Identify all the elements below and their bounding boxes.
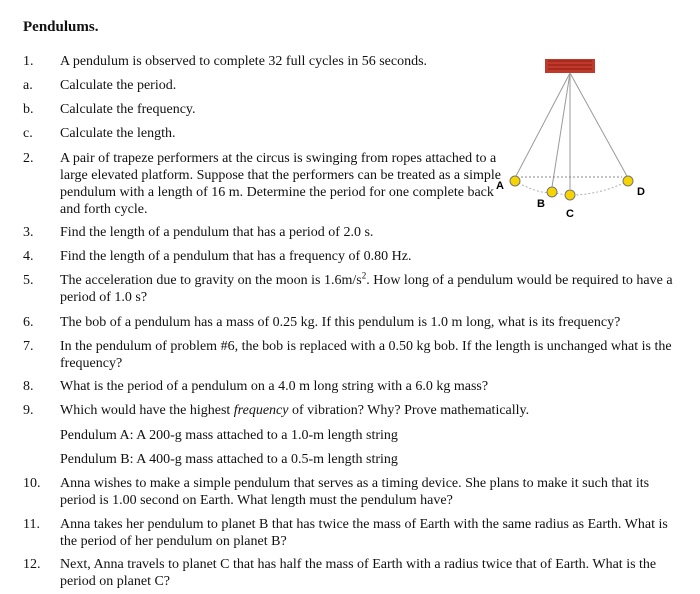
pendulum-strings	[515, 73, 628, 189]
bob-c	[565, 190, 575, 200]
question-text: Which would have the highest frequency of vibration? Why? Prove mathematically.	[60, 403, 530, 418]
question-number: 9.	[23, 403, 34, 418]
question-number: 2.	[23, 151, 34, 166]
question-text: Anna wishes to make a simple pendulum that serves as a timing device. She plans to make it such that its period is 1.00 second on Earth. What length must the pendulum have?	[60, 476, 650, 508]
question-text: The acceleration due to gravity on the moon is $1.6m/s^2$. How long of a pendulum would be required to have a period of 1.0 s?	[60, 270, 673, 305]
question-text: Pendulum B: A 400-g mass attached to a 0.5-m length string	[60, 452, 398, 467]
question-text: Calculate the period.	[60, 78, 177, 93]
label-b: B	[537, 198, 545, 210]
question-number: 6.	[23, 315, 34, 330]
question-text: Calculate the length.	[60, 126, 176, 141]
label-c: C	[566, 208, 574, 220]
label-a: A	[496, 180, 504, 192]
question-number: c.	[23, 126, 33, 141]
question-text: A pair of trapeze performers at the circus is swinging from ropes attached to a large elevated platform. Suppose that the performers can be treated as a simple pendulum with a length of 16 m. Determine the period for one complete back and forth cycle.	[60, 151, 501, 217]
question-number: b.	[23, 102, 34, 117]
bob-d	[623, 176, 633, 186]
bob-a	[510, 176, 520, 186]
question-text: In the pendulum of problem #6, the bob is replaced with a 0.50 kg bob. If the length is unchanged what is the frequency?	[60, 339, 672, 371]
label-d: D	[637, 186, 645, 198]
question-number: 11.	[23, 517, 40, 532]
question-number: a.	[23, 78, 33, 93]
question-text: A pendulum is observed to complete 32 full cycles in 56 seconds.	[60, 54, 428, 69]
question-number: 5.	[23, 273, 34, 288]
question-number: 3.	[23, 225, 34, 240]
question-text: Find the length of a pendulum that has a frequency of 0.80 Hz.	[60, 249, 412, 264]
question-text: Pendulum A: A 200-g mass attached to a 1.0-m length string	[60, 428, 398, 443]
question-number: 1.	[23, 54, 34, 69]
question-number: 12.	[23, 557, 41, 572]
question-text: The bob of a pendulum has a mass of 0.25 kg. If this pendulum is 1.0 m long, what is its frequency?	[60, 315, 621, 330]
question-text: Next, Anna travels to planet C that has half the mass of Earth with a radius twice that of Earth. What is the period on planet C?	[60, 557, 657, 589]
question-text: Anna takes her pendulum to planet B that has twice the mass of Earth with the same radius as Earth. What is the period of her pendulum on planet B?	[60, 517, 668, 549]
bob-b	[547, 187, 557, 197]
question-number: 7.	[23, 339, 34, 354]
question-text: What is the period of a pendulum on a 4.0 m long string with a 6.0 kg mass?	[60, 379, 489, 394]
question-number: 8.	[23, 379, 34, 394]
question-text: Find the length of a pendulum that has a period of 2.0 s.	[60, 225, 374, 240]
pendulum-figure	[490, 55, 670, 230]
question-number: 10.	[23, 476, 41, 491]
question-text: Calculate the frequency.	[60, 102, 196, 117]
page-title: Pendulums.	[23, 19, 99, 35]
question-number: 4.	[23, 249, 34, 264]
